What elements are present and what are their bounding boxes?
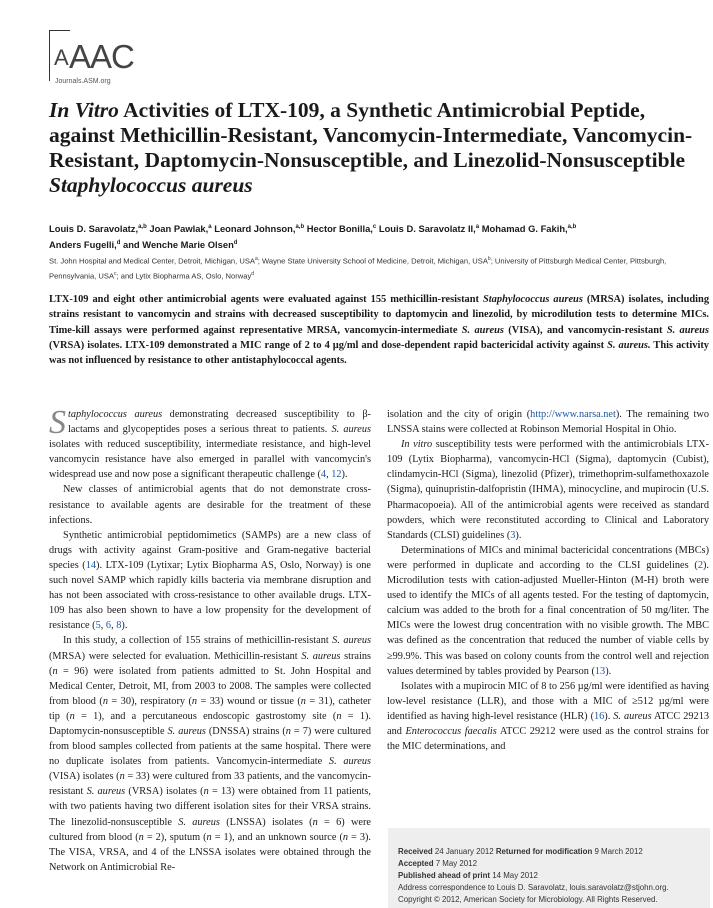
affiliation-text: St. John Hospital and Medical Center, Detroit, Michigan, USA xyxy=(49,256,255,266)
author-name: Anders Fugelli, xyxy=(49,239,117,251)
reference-link[interactable]: 3 xyxy=(510,529,516,541)
body-text: ). xyxy=(604,710,614,722)
body-text: = 33) were cultured from 33 patients, and the vancomycin-resistant xyxy=(49,771,371,798)
author-list xyxy=(49,220,699,252)
history-label: Received xyxy=(398,847,433,856)
history-date: 24 January 2012 xyxy=(432,847,496,856)
author-affiliation-mark: a xyxy=(475,224,480,230)
italic-text: n xyxy=(336,710,342,722)
correspondence: Address correspondence to Louis D. Saravolatz, louis.saravolatz@stjohn.org. xyxy=(398,883,669,892)
author-name: Louis D. Saravolatz II, xyxy=(376,223,476,235)
affiliation-mark: b xyxy=(487,256,491,262)
body-text: , xyxy=(100,620,106,632)
abstract-text: (MRSA) isolates, including strains resistant to vancomycin and strains with decreased susceptibility to daptomycin and linezolid, by microdilution tests to determine MICs. Time-kill assays were performed against representative MRSA, vancomycin-intermediate xyxy=(49,294,710,336)
italic-text: n xyxy=(69,710,75,722)
author-name: Joan Pawlak, xyxy=(146,223,209,235)
body-text: = 6) were cultured from blood ( xyxy=(49,816,371,843)
body-text: demonstrating decreased susceptibility to β-lactams and glycopeptides poses a serious threat to patients. xyxy=(68,409,371,436)
history-date: 7 May 2012 xyxy=(433,859,477,868)
reference-link[interactable]: 2 xyxy=(697,559,703,571)
history-label: Returned for modification xyxy=(495,847,593,856)
italic-text: S. aureus xyxy=(332,635,371,647)
body-text: ). xyxy=(515,529,522,541)
author-affiliation-mark: c xyxy=(372,224,377,230)
paragraph xyxy=(387,437,709,543)
italic-text: n xyxy=(312,816,318,828)
history-date: 9 March 2012 xyxy=(592,847,643,856)
body-text: , xyxy=(111,620,117,632)
italic-text: S. aureus xyxy=(167,725,206,737)
abstract-italic: S. aureus. xyxy=(607,339,651,351)
reference-link[interactable]: 8 xyxy=(116,620,122,632)
history-date: 14 May 2012 xyxy=(490,871,538,880)
italic-text: In vitro xyxy=(401,439,433,451)
author-name: Hector Bonilla, xyxy=(304,223,373,235)
body-text: = 3). The VISA, VRSA, and 4 of the LNSSA isolates were obtained through the Network on Antimicrobial Re- xyxy=(49,831,371,873)
body-text: (MRSA) were selected for evaluation. Methicillin-resistant xyxy=(49,650,302,662)
affiliation-text: ; and Lytix Biopharma AS, Oslo, Norway xyxy=(116,271,252,281)
body-text: = 1). Daptomycin-nonsusceptible xyxy=(49,710,371,737)
author-affiliation-mark: a xyxy=(208,224,212,230)
reference-link[interactable]: 5 xyxy=(95,620,101,632)
body-text: Isolates with a mupirocin MIC of 8 to 256 µg/ml were identified as having low-level resistance (LLR), and those with a MIC of ≥512 µg/ml were identified as having high-level resistance (HLR) ( xyxy=(387,680,709,722)
reference-link[interactable]: 16 xyxy=(594,710,605,722)
affiliation-mark: c xyxy=(114,271,117,278)
article-title xyxy=(49,98,709,198)
paragraph xyxy=(387,679,709,754)
body-column-left xyxy=(49,404,371,875)
body-text: susceptibility tests were performed with the antimicrobials LTX-109 (Lytix Biopharma), vancomycin-HCl (Sigma), daptomycin (Cubist), clindamycin-HCl (Sigma), linezolid (Pfizer), trimethoprim-sulfamethoxazole (Sigma), quinupristin-dalfopristin (IHMA), minocycline, and mupirocin (U.S. Pharmacopoeia). All of the antimicrobial agents were received as standard powders, which were reconstituted according to Clinical and Laboratory Standards (CLSI) guidelines ( xyxy=(387,439,709,541)
abstract-text: This activity was not influenced by resistance to other antistaphylococcal agents. xyxy=(49,339,709,367)
body-text: Determinations of MICs and minimal bactericidal concentrations (MBCs) were performed in duplicate and according to the CLSI guidelines ( xyxy=(387,544,709,571)
paragraph xyxy=(49,633,371,875)
body-text: = 13) were obtained from 11 patients, with two patients having two different isolation sites for their VRSA strains. The linezolid-nonsusceptible xyxy=(49,786,371,828)
author-affiliation-mark: a,b xyxy=(295,224,305,230)
logo-letter: A xyxy=(54,45,69,70)
body-text: ). The remaining two LNSSA stains were collected at Robinson Memorial Hospital in Ohio. xyxy=(387,409,709,436)
body-text: , xyxy=(326,469,332,481)
italic-text: S. aureus xyxy=(178,816,220,828)
body-text: ATCC 29213 and xyxy=(387,710,709,737)
abstract-text: LTX-109 and eight other antimicrobial agents were evaluated against 155 methicillin-resistant xyxy=(49,294,484,305)
article-history-box xyxy=(388,828,710,908)
body-text: = 96) were isolated from patients admitted to St. John Hospital and Medical Center, Detroit, MI, from 2003 to 2008. The samples were collected from blood ( xyxy=(49,665,371,707)
abstract-text: (VISA), and vancomycin-resistant xyxy=(503,324,667,336)
body-text: = 33) wound or tissue ( xyxy=(197,695,301,707)
history-line xyxy=(398,858,710,870)
body-text: = 1), and an unknown source ( xyxy=(211,831,343,843)
body-text: ATCC 29212 were used as the control strains for the MIC determinations, and xyxy=(387,725,709,753)
author-affiliation-mark: a,b xyxy=(138,224,147,230)
body-text: (LNSSA) isolates ( xyxy=(219,816,313,828)
italic-text: n xyxy=(300,695,306,707)
journal-logo xyxy=(49,30,139,88)
italic-text: n xyxy=(206,831,212,843)
italic-text: S. aureus xyxy=(328,756,371,768)
italic-text: n xyxy=(285,725,291,737)
abstract-italic: Staphylococcus aureus xyxy=(483,294,583,305)
author-name: Leonard Johnson, xyxy=(211,223,296,235)
body-text: = 31), catheter tip ( xyxy=(49,695,371,722)
body-text: In this study, a collection of 155 strains of methicillin-resistant xyxy=(63,635,333,647)
body-text: = 7) were cultured from blood samples collected from patients at the same hospital. There were no duplicate isolates from patients. Vancomycin-intermediate xyxy=(49,725,371,768)
body-text: ). xyxy=(121,620,128,632)
reference-link[interactable]: 14 xyxy=(85,559,97,571)
affiliation-text: ; University of Pittsburgh Medical Center, Pittsburgh, Pennsylvania, USA xyxy=(49,256,667,281)
author-affiliation-mark: d xyxy=(116,240,121,247)
italic-text: n xyxy=(119,771,125,783)
drop-cap: S xyxy=(49,404,66,441)
italic-text: S. aureus xyxy=(86,786,126,798)
body-text: ). xyxy=(341,469,348,481)
italic-text: S. aureus xyxy=(301,650,341,662)
reference-link[interactable]: 12 xyxy=(331,469,342,481)
italic-text: n xyxy=(191,695,198,707)
italic-text: S. aureus xyxy=(613,710,652,722)
body-text: ). Microdilution tests with cation-adjusted Mueller-Hinton (M-H) broth were used to identify the MICs of all agents tested. For the testing of daptomycin, calcium was added to the broth for a final concentration of 50 mg/liter. The MICs were the lowest drug concentration with no visible growth. The MBC was defined as the concentration that reduced the number of viable cells by ≥99.9%. This was based on colony counts from the control well and rejection values determined by tables provided by Pearson ( xyxy=(387,559,709,677)
body-text: isolation and the city of origin ( xyxy=(387,409,531,420)
affiliation-text: ; Wayne State University School of Medicine, Detroit, Michigan, USA xyxy=(257,256,488,266)
body-text: ). xyxy=(605,665,612,677)
italic-text: n xyxy=(342,831,349,843)
narsa-link[interactable]: http://www.narsa.net xyxy=(530,409,616,420)
reference-link[interactable]: 6 xyxy=(105,620,112,632)
logo-text: AAC xyxy=(69,38,134,75)
author-name: and Wenche Marie Olsen xyxy=(120,239,234,251)
title-organism: Staphylococcus aureus xyxy=(49,173,253,197)
abstract-italic: S. aureus xyxy=(461,324,504,336)
body-text: Synthetic antimicrobial peptidomimetics (SAMPs) are a new class of drugs with activity against Gram-positive and Gram-negative bacterial species ( xyxy=(49,529,371,571)
body-text: isolates with reduced susceptibility, intermediate resistance, and high-level vancomycin resistance have also emerged in parallel with vancomycin's widespread use and now pose a significant therapeutic challenge ( xyxy=(49,439,371,481)
body-text: ). LTX-109 (Lytixar; Lytix Biopharma AS, Oslo, Norway) is one such novel SAMP which rapidly kills bacteria via membrane disruption and has not been associated with cross-resistance to other available drugs. LTX-109 has also been shown to have a low propensity for the development of resistance ( xyxy=(49,559,371,632)
history-label: Accepted xyxy=(398,859,434,868)
author-affiliation-mark: d xyxy=(233,240,238,247)
body-text: (VRSA) isolates ( xyxy=(125,786,204,798)
paragraph xyxy=(387,407,709,437)
journal-site: Journals.ASM.org xyxy=(55,78,111,85)
body-text: = 1), and a percutaneous endoscopic gastrostomy site ( xyxy=(74,710,337,722)
italic-text: n xyxy=(138,831,144,843)
italic-text: Enterococcus faecalis xyxy=(405,725,497,737)
body-column-right xyxy=(387,407,709,754)
paragraph xyxy=(49,528,371,634)
body-text: strains ( xyxy=(49,650,371,677)
italic-text: n xyxy=(52,665,58,677)
italic-text: n xyxy=(203,786,209,798)
author-name: Mohamad G. Fakih, xyxy=(479,223,568,235)
body-text: (VISA) isolates ( xyxy=(49,771,120,783)
reference-link[interactable]: 4 xyxy=(320,469,327,481)
body-text: = 2), sputum ( xyxy=(143,831,207,843)
copyright: Copyright © 2012, American Society for Microbiology. All Rights Reserved. xyxy=(398,895,658,904)
italic-text: S. aureus xyxy=(331,424,371,436)
abstract-italic: S. aureus xyxy=(666,324,709,336)
affiliation-mark: a xyxy=(254,256,258,262)
abstract-text: (VRSA) isolates. LTX-109 demonstrated a MIC range of 2 to 4 µg/ml and dose-dependent rapid bactericidal activity against xyxy=(49,339,608,351)
history-line xyxy=(398,870,710,882)
italic-text: n xyxy=(102,695,108,707)
reference-link[interactable]: 13 xyxy=(594,665,606,677)
history-line xyxy=(398,846,710,858)
affiliation-mark: d xyxy=(251,271,255,278)
title-main: Activities of LTX-109, a Synthetic Antimicrobial Peptide, against Methicillin-Resistant, Vancomycin-Intermediate, Vancomycin-Resistant, Daptomycin-Nonsusceptible, and Linezolid-Nonsusceptible xyxy=(49,98,693,172)
paragraph xyxy=(49,404,371,482)
abstract xyxy=(49,292,709,368)
title-prefix: In Vitro xyxy=(49,98,119,122)
paragraph xyxy=(387,543,709,679)
affiliations xyxy=(49,253,709,283)
italic-text: taphylococcus aureus xyxy=(68,409,163,420)
body-text: (DNSSA) strains ( xyxy=(205,725,286,737)
author-affiliation-mark: a,b xyxy=(567,224,577,230)
body-text: = 30), respiratory ( xyxy=(107,695,192,707)
history-label: Published ahead of print xyxy=(398,871,491,880)
paragraph: New classes of antimicrobial agents that do not demonstrate cross-resistance to available agents are desirable for the treatment of these infections. xyxy=(49,484,371,526)
author-name: Louis D. Saravolatz, xyxy=(49,223,139,235)
